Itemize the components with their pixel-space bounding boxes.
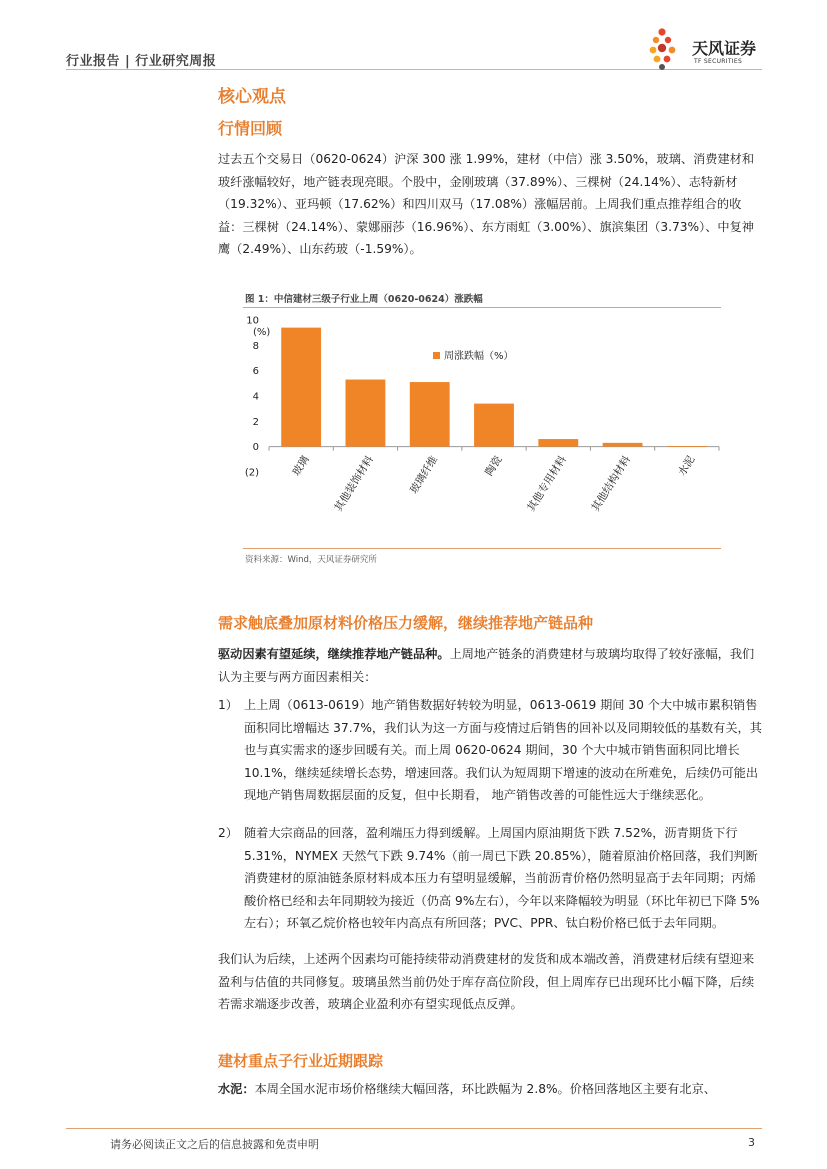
list-text: 随着大宗商品的回落，盈利端压力得到缓解。上周国内原油期货下跌 7.52%，沥青期货下行 5.31%，NYMEX 天然气下跌 9.74%（前一周已下跌 20.85%），随着原油价格回落，我们判断消费建材的原油链条原材料成本压力有望明显缓解，当前沥青价格仍然明显高于去年同期；丙烯酸价格已经和去年同期较为接近（仍高 9%左右），今年以来降幅较为明显（环比年初已下降 5%左右）；环氧乙烷价格也较年内高点有所回落；PVC、PPR、钛白粉价格已低于去年同期。 <box>244 826 760 930</box>
y-axis-label: (%) <box>253 327 271 338</box>
bar-2 <box>410 382 450 447</box>
page-number: 3 <box>748 1136 755 1149</box>
y-tick-label: 8 <box>252 340 259 352</box>
list-text: 上上周（0613-0619）地产销售数据好转较为明显，0613-0619 期间 30 个大中城市累积销售面积同比增幅达 37.7%，我们认为这一方面与疫情过后销售的回补以及同期较低的基数有关，其也与真实需求的逐步回暖有关。而上周 0620-0624 期间，30 个大中城市销售面积同比增长 10.1%，继续延续增长态势，增速回落。我们认为短周期下增速的波动在所难免，后续仍可能出现地产销售周数据层面的反复，但中长期看， 地产销售改善的可能性远大于继续恶化。 <box>244 698 762 802</box>
list-item <box>218 822 762 935</box>
cement-label: 水泥： <box>218 1082 255 1096</box>
subsection-title-market-review: 行情回顾 <box>218 119 283 138</box>
bar-0 <box>281 328 321 447</box>
list-number: 1） <box>218 698 238 712</box>
x-tick-label: 玻璃 <box>290 453 312 479</box>
list-number: 2） <box>218 826 238 840</box>
y-tick-label: 4 <box>252 391 259 403</box>
chart-source: 资料来源：Wind，天风证券研究所 <box>245 555 377 565</box>
x-tick-label: 其他专用材料 <box>525 453 569 514</box>
section-title: 核心观点 <box>218 87 286 107</box>
cement-paragraph <box>218 1078 762 1101</box>
y-tick-label: 2 <box>252 416 259 428</box>
bar-chart <box>243 308 721 548</box>
footer-divider <box>66 1128 762 1129</box>
logo-chinese-name: 天风证券 <box>692 39 757 58</box>
legend-swatch <box>433 352 440 359</box>
x-tick-label: 水泥 <box>676 453 698 479</box>
subsection-title-tracking: 建材重点子行业近期跟踪 <box>218 1052 384 1070</box>
logo-english-name: TF SECURITIES <box>694 58 743 65</box>
x-tick-label: 其他装饰材料 <box>332 453 376 514</box>
drivers-lead-bold: 驱动因素有望延续，继续推荐地产链品种。 <box>218 647 450 661</box>
chart-bottom-rule <box>243 548 721 549</box>
x-tick-label: 其他结构材料 <box>589 453 634 514</box>
y-tick-label: (2) <box>244 467 259 479</box>
x-tick-label: 玻璃纤维 <box>407 453 441 496</box>
bar-3 <box>474 404 514 447</box>
drivers-paragraph <box>218 643 762 688</box>
conclusion-paragraph: 我们认为后续，上述两个因素均可能持续带动消费建材的发货和成本端改善，消费建材后续有望迎来盈利与估值的共同修复。玻璃虽然当前仍处于库存高位阶段，但上周库存已出现环比小幅下降，后续若需求端逐步改善，玻璃企业盈利亦有望实现低点反弹。 <box>218 952 755 1011</box>
bar-5 <box>603 443 643 447</box>
bar-1 <box>346 380 386 447</box>
bar-4 <box>538 439 578 447</box>
list-item <box>218 694 762 807</box>
y-tick-label: 10 <box>246 315 259 327</box>
footer-disclaimer: 请务必阅读正文之后的信息披露和免责申明 <box>110 1138 319 1151</box>
drivers-lead-text: 上周地产链条的消费建材与玻璃均取得了较好涨幅，我们认为主要与两方面因素相关： <box>218 647 755 684</box>
legend-label: 周涨跌幅（%） <box>444 351 514 362</box>
y-tick-label: 0 <box>252 442 259 454</box>
market-review-paragraph: 过去五个交易日（0620-0624）沪深 300 涨 1.99%，建材（中信）涨 3.50%，玻璃、消费建材和玻纤涨幅较好，地产链表现亮眼。个股中，金刚玻璃（37.89%）、三棵树（24.14%）、志特新材（19.32%）、亚玛顿（17.62%）和四川双马（17.08%）涨幅居前。上周我们重点推荐组合的收益：三棵树（24.14%）、蒙娜丽莎（16.96%）、东方雨虹（3.00%）、旗滨集团（3.73%）、中复神鹰（2.49%）、山东药玻（-1.59%）。 <box>218 152 755 256</box>
report-type-label: 行业报告 | 行业研究周报 <box>66 54 217 69</box>
bar-6 <box>667 446 707 447</box>
chart-title: 图 1：中信建材三级子行业上周（0620-0624）涨跌幅 <box>245 294 483 305</box>
y-tick-label: 6 <box>252 366 259 378</box>
subsection-title-demand: 需求触底叠加原材料价格压力缓解，继续推荐地产链品种 <box>218 614 594 632</box>
x-tick-label: 陶瓷 <box>483 453 505 479</box>
cement-text: 本周全国水泥市场价格继续大幅回落，环比跌幅为 2.8%。价格回落地区主要有北京、 <box>254 1082 716 1096</box>
